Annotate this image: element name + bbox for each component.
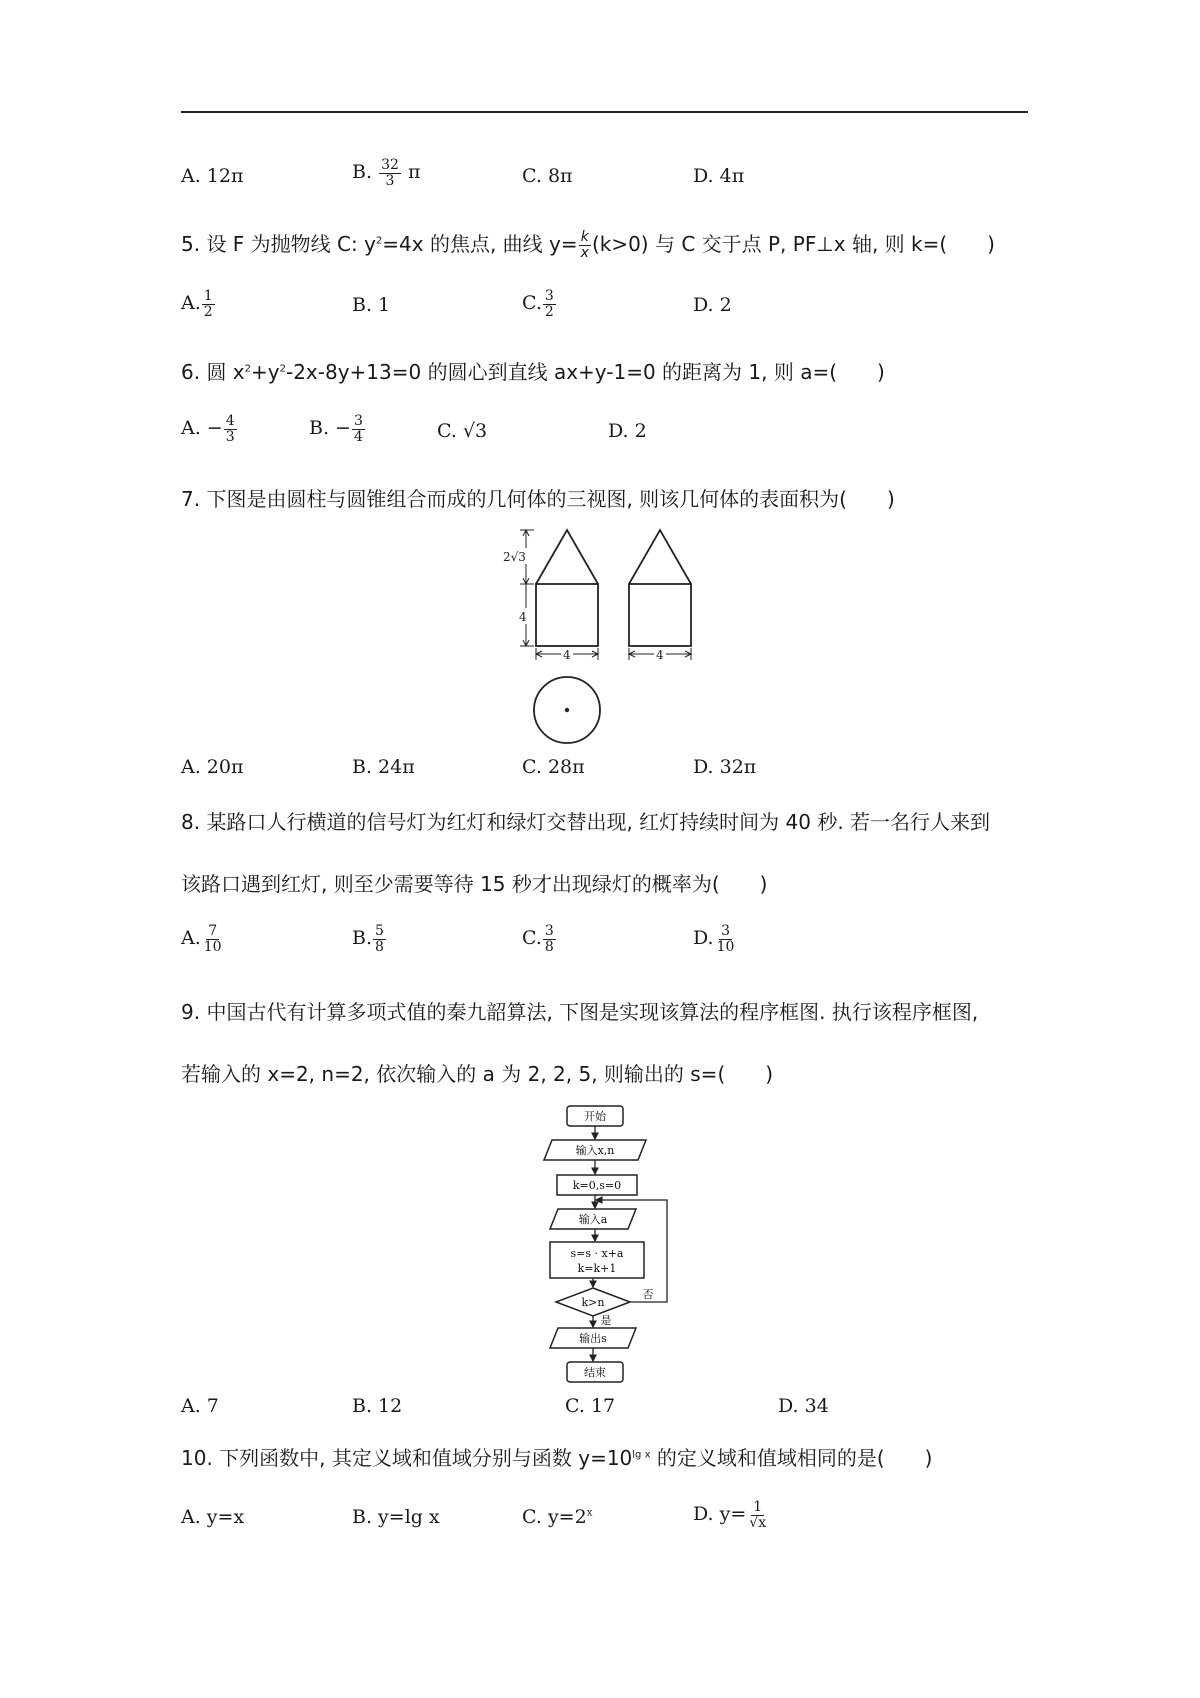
q7-stem: 7. 下图是由圆柱与圆锥组合而成的几何体的三视图, 则该几何体的表面积为( ): [181, 487, 895, 511]
q8-option-c-den: 8: [544, 938, 554, 955]
q8-option-a-fraction: [202, 924, 224, 954]
flow-init-label: k=0,s=0: [572, 1179, 622, 1192]
q6-option-a[interactable]: [181, 414, 238, 444]
q6-option-c[interactable]: C. √3: [437, 420, 488, 442]
flow-condition-label: k>n: [581, 1296, 605, 1309]
q6-option-b-num: 3: [353, 413, 363, 429]
front-view-cylinder: [536, 584, 598, 646]
q5-option-a-fraction: [202, 289, 215, 319]
header-rule: [181, 111, 1028, 113]
side-view-cone: [629, 530, 691, 584]
q8-option-d-fraction: [715, 924, 737, 954]
q8-option-d-prefix: D.: [693, 927, 714, 950]
q10-stem-sup: lg x: [632, 1449, 651, 1461]
q5-frac-den: x: [580, 245, 589, 261]
q8-option-b-den: 8: [375, 938, 384, 955]
q9-stem-line1: 9. 中国古代有计算多项式值的秦九韶算法, 下图是实现该算法的程序框图. 执行该程序框图,: [181, 1000, 979, 1024]
q6-stem: [181, 356, 885, 385]
q5-option-d[interactable]: D. 2: [693, 294, 732, 316]
q7-option-c[interactable]: C. 28π: [522, 756, 585, 778]
q5-fraction: [579, 230, 591, 260]
q6-option-a-prefix: A. −: [181, 417, 223, 440]
q8-option-c-num: 3: [544, 923, 554, 939]
q5-stem-part1: 5. 设 F 为抛物线 C: y: [181, 232, 376, 256]
three-view-figure: [500, 522, 710, 762]
q4-option-a[interactable]: A. 12π: [181, 165, 244, 187]
q4-option-b-prefix: B.: [352, 161, 373, 184]
flow-end-label: 结束: [584, 1366, 606, 1379]
q4-option-b-den: 3: [385, 172, 395, 189]
flowchart: [530, 1100, 690, 1390]
q8-option-c[interactable]: [522, 924, 557, 954]
top-view-center-dot: [565, 708, 569, 712]
q6-stem-part2: +y: [251, 360, 280, 384]
q10-option-c-prefix: C. y=2: [522, 1506, 587, 1528]
side-width-label: 4: [656, 648, 664, 662]
q8-stem-line2: 该路口遇到红灯, 则至少需要等待 15 秒才出现绿灯的概率为( ): [181, 872, 768, 896]
front-width-label: 4: [563, 648, 571, 662]
q10-option-d-num: 1: [753, 1499, 763, 1515]
q6-stem-part1: 6. 圆 x: [181, 360, 245, 384]
q8-option-a-den: 10: [203, 938, 222, 955]
q5-option-a-num: 1: [203, 288, 213, 304]
q5-option-c-den: 2: [544, 303, 554, 320]
q6-option-a-fraction: [224, 414, 237, 444]
flow-input-a-label: 输入a: [578, 1213, 608, 1226]
q5-option-a-prefix: A.: [181, 292, 201, 315]
q4-option-b-suffix: π: [407, 161, 421, 184]
q8-option-b-num: 5: [375, 923, 384, 939]
q8-option-c-fraction: [543, 924, 556, 954]
q8-option-a-prefix: A.: [181, 927, 201, 950]
q8-option-b-fraction: [373, 924, 386, 954]
q9-stem-line2: 若输入的 x=2, n=2, 依次输入的 a 为 2, 2, 5, 则输出的 s=( ): [181, 1062, 774, 1086]
q10-option-c[interactable]: [522, 1506, 592, 1528]
q10-option-b[interactable]: B. y=lg x: [352, 1506, 440, 1528]
q10-option-d-den: √x: [749, 1514, 767, 1531]
q9-option-d[interactable]: D. 34: [778, 1395, 829, 1417]
q10-stem-part1: 10. 下列函数中, 其定义域和值域分别与函数 y=10: [181, 1446, 633, 1470]
q10-stem: [181, 1442, 932, 1471]
q5-option-c-num: 3: [544, 288, 554, 304]
q8-stem-line1: 8. 某路口人行横道的信号灯为红灯和绿灯交替出现, 红灯持续时间为 40 秒. 若一名行人来到: [181, 810, 991, 834]
q5-frac-num: k: [580, 229, 589, 246]
q5-option-c-fraction: [543, 289, 556, 319]
q5-option-c[interactable]: [522, 289, 557, 319]
q4-option-c[interactable]: C. 8π: [522, 165, 573, 187]
q8-option-a-num: 7: [208, 923, 218, 939]
q6-stem-part3: -2x-8y+13=0 的圆心到直线 ax+y-1=0 的距离为 1, 则 a=( ): [285, 360, 885, 384]
flow-input-xn-label: 输入x,n: [575, 1144, 615, 1157]
q9-option-a[interactable]: A. 7: [181, 1395, 219, 1417]
flow-update-line2: k=k+1: [577, 1262, 617, 1275]
q4-option-b-fraction: [379, 158, 401, 188]
q5-option-a-den: 2: [203, 303, 213, 320]
q6-option-b-den: 4: [353, 428, 363, 445]
q4-option-b-num: 32: [381, 157, 399, 173]
q10-stem-part2: 的定义域和值域相同的是( ): [650, 1446, 933, 1470]
q8-option-b[interactable]: [352, 924, 387, 954]
q6-option-b-prefix: B. −: [309, 417, 351, 440]
q6-stem-sup2: 2: [279, 363, 286, 375]
flow-no-label: 否: [642, 1288, 654, 1301]
q6-option-d[interactable]: D. 2: [608, 420, 647, 442]
q9-option-b[interactable]: B. 12: [352, 1395, 403, 1417]
q8-option-c-prefix: C.: [522, 927, 542, 950]
side-view-cylinder: [629, 584, 691, 646]
flow-output-label: 输出s: [579, 1332, 607, 1345]
q6-option-b-fraction: [352, 414, 365, 444]
q6-option-a-num: 4: [225, 413, 235, 429]
flow-yes-label: 是: [600, 1314, 612, 1327]
q10-option-c-sup: x: [586, 1507, 593, 1519]
q5-stem: [181, 228, 995, 261]
cone-height-label: 2√3: [503, 550, 526, 564]
q5-stem-sup: 2: [375, 235, 383, 247]
front-view-cone: [536, 530, 598, 584]
q10-option-a[interactable]: A. y=x: [181, 1506, 245, 1528]
q7-option-b[interactable]: B. 24π: [352, 756, 415, 778]
cylinder-height-label: 4: [519, 610, 527, 624]
q6-stem-sup1: 2: [244, 363, 252, 375]
q8-option-b-prefix: B.: [352, 927, 373, 950]
q5-option-c-prefix: C.: [522, 292, 542, 315]
q9-option-c[interactable]: C. 17: [565, 1395, 616, 1417]
q7-option-a[interactable]: A. 20π: [181, 756, 244, 778]
q8-option-a[interactable]: [181, 924, 225, 954]
q10-option-d-fraction: [747, 1500, 768, 1530]
q10-option-d[interactable]: [693, 1500, 769, 1530]
q8-option-d[interactable]: [693, 924, 737, 954]
q5-stem-part2: =4x 的焦点, 曲线 y=: [382, 232, 578, 256]
q5-stem-part3: (k>0) 与 C 交于点 P, PF⊥x 轴, 则 k=( ): [591, 232, 995, 256]
q5-option-b[interactable]: B. 1: [352, 294, 391, 316]
q4-option-d[interactable]: D. 4π: [693, 165, 745, 187]
q8-option-d-num: 3: [721, 923, 730, 939]
flow-start-label: 开始: [584, 1110, 606, 1123]
q7-option-d[interactable]: D. 32π: [693, 756, 757, 778]
flow-update-line1: s=s · x+a: [570, 1247, 624, 1260]
q4-option-b[interactable]: [352, 158, 420, 188]
q6-option-a-den: 3: [225, 428, 235, 445]
q8-option-d-den: 10: [716, 938, 735, 955]
q10-option-d-prefix: D. y=: [693, 1503, 747, 1526]
q5-option-a[interactable]: [181, 289, 216, 319]
q6-option-b[interactable]: [309, 414, 366, 444]
